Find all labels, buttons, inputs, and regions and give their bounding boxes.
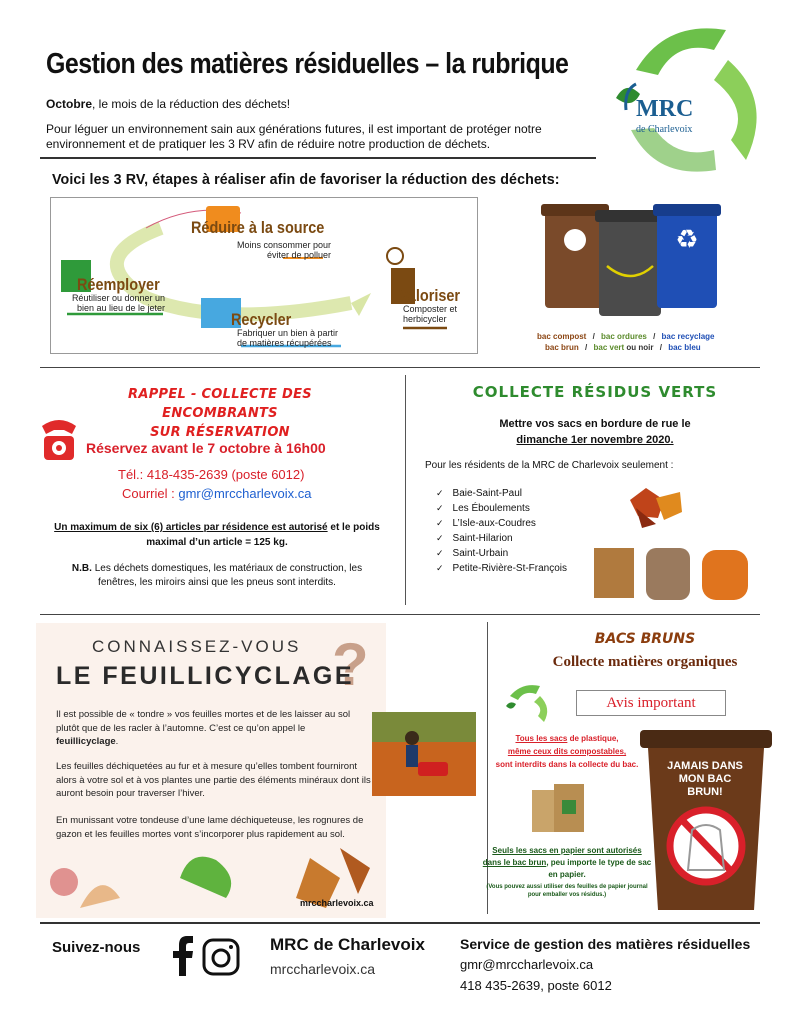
recycler-sub: Fabriquer un bien à partir de matières récupérées bbox=[237, 328, 339, 348]
reemployer-sub: Réutiliser ou donner un bien au lieu de le jeter bbox=[71, 293, 165, 313]
list-item: ✓ Baie-Saint-Paul bbox=[436, 486, 567, 501]
newspaper-note: (Vous pouvez aussi utiliser des feuilles de papier journal pour emballer vos résidus.) bbox=[486, 884, 648, 898]
intro-line bbox=[46, 97, 290, 111]
follow-us-label: Suivez-nous bbox=[52, 939, 141, 956]
logo-text: MRC bbox=[636, 96, 694, 122]
section-divider bbox=[40, 367, 760, 368]
residus-title: COLLECTE RÉSIDUS VERTS bbox=[472, 383, 718, 401]
footer-email-link[interactable]: gmr@mrccharlevoix.ca bbox=[460, 957, 594, 972]
lawnmower-photo bbox=[372, 712, 476, 801]
recycling-bins-icon bbox=[527, 196, 725, 320]
reemployer-title: Réemployer bbox=[77, 275, 160, 294]
footer-website-link[interactable]: mrccharlevoix.ca bbox=[270, 961, 376, 977]
paper-bags-allowed: Seuls les sacs en papier sont autorisés dans le bac brun, peu importe le type de sac en papier. bbox=[482, 846, 652, 879]
three-bins-image bbox=[527, 196, 725, 320]
encombrants-phone: Tél.: 418-435-2639 (poste 6012) bbox=[118, 467, 305, 482]
intro-paragraph: Pour léguer un environnement sain aux générations futures, il est important de protéger notre environnement et de pratiquer les 3 RV afin de réduire notre production de déchets. bbox=[46, 122, 542, 151]
encombrants-limit: Un maximum de six (6) articles par résidence est autorisé et le poids maximal d’un article = 125 kg. bbox=[54, 522, 380, 548]
svg-text:♻: ♻ bbox=[675, 225, 699, 255]
three-rv-diagram bbox=[50, 197, 478, 354]
encombrants-email-row: Courriel : gmr@mrccharlevoix.ca bbox=[122, 486, 312, 501]
brown-bin-image bbox=[640, 724, 772, 919]
page-title: Gestion des matières résiduelles – la rubrique bbox=[46, 48, 569, 80]
autumn-leaves-icon bbox=[586, 478, 766, 606]
footer-service-name: Service de gestion des matières résiduelles bbox=[460, 936, 751, 952]
list-item: ✓ Saint-Urbain bbox=[436, 546, 567, 561]
plastic-bags-warning: Tous les sacs de plastique, même ceux dits compostables, sont interdits dans la collecte du bac. bbox=[495, 734, 639, 769]
paper-bags-image bbox=[528, 780, 588, 839]
avis-important-box: Avis important bbox=[576, 690, 726, 716]
feuillicyclage-p1: Il est possible de « tondre » vos feuilles mortes et de les laisser au sol plutôt que de les racler à l’automne. C’est ce qu’on appel le feuillicyclage. bbox=[56, 709, 351, 747]
feuillicyclage-p2: Les feuilles déchiquetées au fur et à mesure qu’elles tombent fourniront alors à votre sol et à vos plantes une partie des éléments minéraux dont ils auront besoin pour traverser l’hiver. bbox=[56, 761, 371, 799]
mrc-small-logo bbox=[500, 682, 552, 731]
header-divider bbox=[40, 157, 596, 159]
instagram-icon[interactable] bbox=[202, 938, 240, 981]
valoriser-title: Valoriser bbox=[399, 286, 461, 305]
brown-bin-icon bbox=[640, 724, 772, 914]
list-item: ✓ Les Éboulements bbox=[436, 501, 567, 516]
reduire-sub: Moins consommer pour éviter de polluer bbox=[236, 240, 331, 260]
feuillicyclage-website: mrccharlevoix.ca bbox=[300, 898, 374, 908]
list-item: ✓ L’Isle-aux-Coudres bbox=[436, 516, 567, 531]
feuillicyclage-kicker: CONNAISSEZ-VOUS bbox=[92, 637, 302, 656]
phone-icon bbox=[36, 412, 82, 473]
intro-bold: Octobre bbox=[46, 97, 93, 111]
section-divider bbox=[40, 614, 760, 615]
question-mark-icon: ? bbox=[332, 631, 369, 698]
list-item: ✓ Petite-Rivière-St-François bbox=[436, 561, 567, 576]
rv-heading: Voici les 3 RV, étapes à réaliser afin de favoriser la réduction des déchets: bbox=[52, 171, 560, 188]
recycle-leaf-icon bbox=[500, 682, 552, 726]
residus-residents: Pour les résidents de la MRC de Charlevoix seulement : bbox=[425, 460, 674, 471]
bin-warning-label: JAMAIS DANS MON BAC BRUN! bbox=[667, 760, 743, 798]
residus-message: Mettre vos sacs en bordure de rue le dimanche 1er novembre 2020. bbox=[499, 418, 691, 446]
mower-icon bbox=[372, 712, 476, 796]
facebook-icon[interactable] bbox=[172, 936, 194, 981]
bins-caption-line2: bac brun / bac vert ou noir / bac bleu bbox=[545, 343, 701, 352]
encombrants-nb: N.B. Les déchets domestiques, les matériaux de construction, les fenêtres, les miroirs ainsi que les pneus sont interdits. bbox=[71, 563, 363, 588]
footer-org-name: MRC de Charlevoix bbox=[270, 935, 425, 954]
footer-divider bbox=[40, 922, 760, 924]
column-divider bbox=[405, 375, 406, 605]
leaves-bags-image bbox=[586, 478, 766, 611]
feuillicyclage-p3: En munissant votre tondeuse d’une lame déchiqueteuse, les rognures de gazon et les feuilles mortes vont s’incorporer plus rapidement au sol. bbox=[56, 815, 364, 840]
logo-subtext: de Charlevoix bbox=[636, 124, 693, 135]
bacs-bruns-subtitle: Collecte matières organiques bbox=[552, 654, 738, 670]
encombrants-title: RAPPEL - COLLECTE DES ENCOMBRANTS SUR RÉSERVATION bbox=[128, 387, 312, 440]
bins-caption-line1: bac compost / bac ordures / bac recyclage bbox=[537, 332, 715, 341]
list-item: ✓ Saint-Hilarion bbox=[436, 531, 567, 546]
encombrants-email-link[interactable]: gmr@mrccharlevoix.ca bbox=[178, 486, 312, 501]
recycler-title: Recycler bbox=[231, 310, 292, 329]
paper-bag-icon bbox=[528, 780, 588, 834]
feuillicyclage-headline: LE FEUILLICYCLAGE bbox=[56, 662, 355, 690]
bacs-bruns-title: BACS BRUNS bbox=[594, 631, 696, 647]
valoriser-sub: Composter et herbicycler bbox=[403, 304, 458, 324]
towns-list bbox=[436, 486, 567, 576]
encombrants-deadline: Réservez avant le 7 octobre à 16h00 bbox=[86, 440, 326, 456]
reduire-title: Réduire à la source bbox=[191, 218, 325, 237]
footer-phone: 418 435-2639, poste 6012 bbox=[460, 978, 612, 993]
intro-rest: , le mois de la réduction des déchets! bbox=[92, 97, 291, 111]
